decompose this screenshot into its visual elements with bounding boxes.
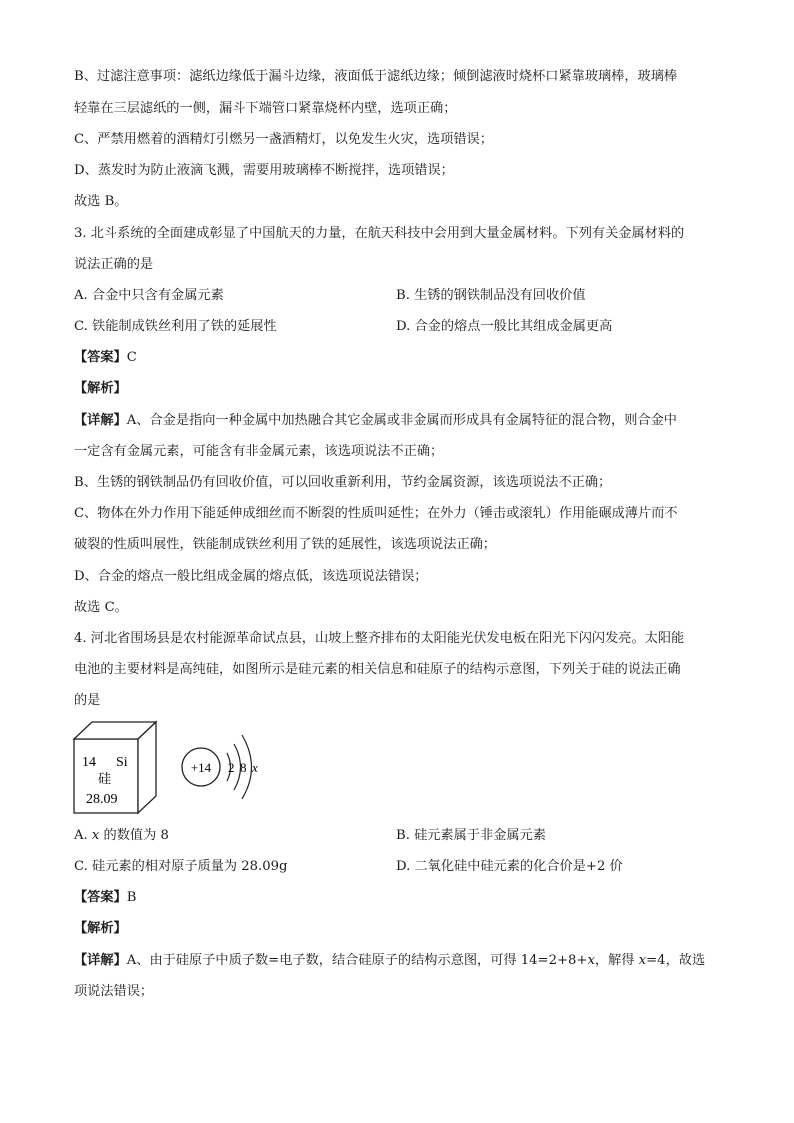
atomic-structure-diagram <box>182 735 258 799</box>
shell-1-electrons: 2 <box>228 760 235 775</box>
q4-analysis-label: 【解析】 <box>74 921 127 936</box>
q4-detail-text-a: A、由于硅原子中质子数=电子数，结合硅原子的结构示意图，可得 14=2+8+ <box>126 953 588 968</box>
q3-stem-line-2: 说法正确的是 <box>74 257 154 272</box>
q4-detail-tag: 【详解】 <box>74 953 127 968</box>
q4-detail-line-2: 项说法错误； <box>74 984 154 999</box>
q3-detail-line-2: 一定含有金属元素，可能含有非金属元素，该选项说法不正确； <box>74 444 444 459</box>
nucleus-charge: +14 <box>190 760 212 775</box>
q3-detail-line-4: C、物体在外力作用下能延伸成细丝而不断裂的性质叫延性；在外力（锤击或滚轧）作用能碾成薄片而不 <box>74 506 678 521</box>
q4-detail-var-1: x <box>587 953 595 968</box>
prev-answer-line-1: B、过滤注意事项：滤纸边缘低于漏斗边缘，液面低于滤纸边缘；倾倒滤液时烧杯口紧靠玻璃棒，玻璃棒 <box>74 69 678 84</box>
q4-analysis-tag <box>74 920 127 938</box>
atomic-mass: 28.09 <box>86 792 118 807</box>
q3-detail-line-6: D、合金的熔点一般比组成金属的熔点低，该选项说法错误； <box>74 569 428 584</box>
q3-answer-tag: 【答案】 <box>74 350 127 365</box>
q3-detail-line-3: B、生锈的钢铁制品仍有回收价值，可以回收重新利用，节约金属资源，该选项说法不正确； <box>74 475 612 490</box>
q3-detail-line-7: 故选 C。 <box>74 600 128 615</box>
q3-analysis-label: 【解析】 <box>74 381 127 396</box>
q4-option-a <box>74 827 169 845</box>
q4-detail-text-b: ，解得 <box>594 953 639 968</box>
q4-option-a-rest: 的数值为 8 <box>99 828 169 843</box>
q3-answer <box>74 349 137 367</box>
q3-detail-line-1 <box>74 412 677 430</box>
q4-answer <box>74 889 136 907</box>
q3-option-c: C. 铁能制成铁丝利用了铁的延展性 <box>74 319 277 334</box>
prev-answer-line-4: D、蒸发时为防止液滴飞溅，需要用玻璃棒不断搅拌，选项错误； <box>74 163 454 178</box>
shell-2-electrons: 8 <box>240 760 247 775</box>
q3-option-a: A. 合金中只含有金属元素 <box>74 288 224 303</box>
q3-stem-line-1: 3. 北斗系统的全面建成彰显了中国航天的力量，在航天科技中会用到大量金属材料。下列有关金属材料的 <box>74 226 685 241</box>
prev-answer-line-5: 故选 B。 <box>74 194 128 209</box>
element-symbol: Si <box>116 755 128 770</box>
q4-option-c: C. 硅元素的相对原子质量为 28.09g <box>74 859 288 874</box>
q3-option-b: B. 生锈的钢铁制品没有回收价值 <box>396 288 586 303</box>
q4-detail-line-1 <box>74 952 705 970</box>
q3-option-d: D. 合金的熔点一般比其组成金属更高 <box>396 319 613 334</box>
q3-detail-tag: 【详解】 <box>74 413 127 428</box>
q4-stem-line-3: 的是 <box>74 693 101 708</box>
q3-detail-line-5: 破裂的性质叫展性，铁能制成铁丝利用了铁的延展性，该选项说法正确； <box>74 537 496 552</box>
q3-detail-text-1: A、合金是指向一种金属中加热融合其它金属或非金属而形成具有金属特征的混合物，则合金中 <box>126 413 677 428</box>
q4-stem-line-2: 电池的主要材料是高纯硅，如图所示是硅元素的相关信息和硅原子的结构示意图，下列关于硅的说法正确 <box>74 662 681 677</box>
q4-option-d: D. 二氧化硅中硅元素的化合价是+2 价 <box>396 859 623 874</box>
shell-3-electrons: x <box>252 760 258 775</box>
q4-option-a-prefix: A. <box>74 828 92 843</box>
q4-answer-tag: 【答案】 <box>74 890 127 905</box>
atomic-number: 14 <box>82 755 96 770</box>
q3-analysis-tag <box>74 380 127 398</box>
q4-detail-var-2: x <box>638 953 647 968</box>
prev-answer-line-3: C、严禁用燃着的酒精灯引燃另一盏酒精灯，以免发生火灾，选项错误； <box>74 132 493 147</box>
q4-stem-line-1: 4. 河北省围场县是农村能源革命试点县，山坡上整齐排布的太阳能光伏发电板在阳光下闪闪发亮。太阳能 <box>74 631 685 646</box>
prev-answer-line-2: 轻靠在三层滤纸的一侧，漏斗下端管口紧靠烧杯内壁，选项正确； <box>74 101 457 116</box>
q3-answer-value: C <box>126 350 137 365</box>
q4-detail-text-c: =4，故选 <box>646 953 706 968</box>
q4-answer-value: B <box>126 890 137 905</box>
element-cell-box <box>74 722 156 813</box>
q4-option-a-var: x <box>91 828 100 843</box>
element-name: 硅 <box>98 771 112 786</box>
q4-option-b: B. 硅元素属于非金属元素 <box>396 828 546 843</box>
silicon-figure <box>70 718 270 818</box>
